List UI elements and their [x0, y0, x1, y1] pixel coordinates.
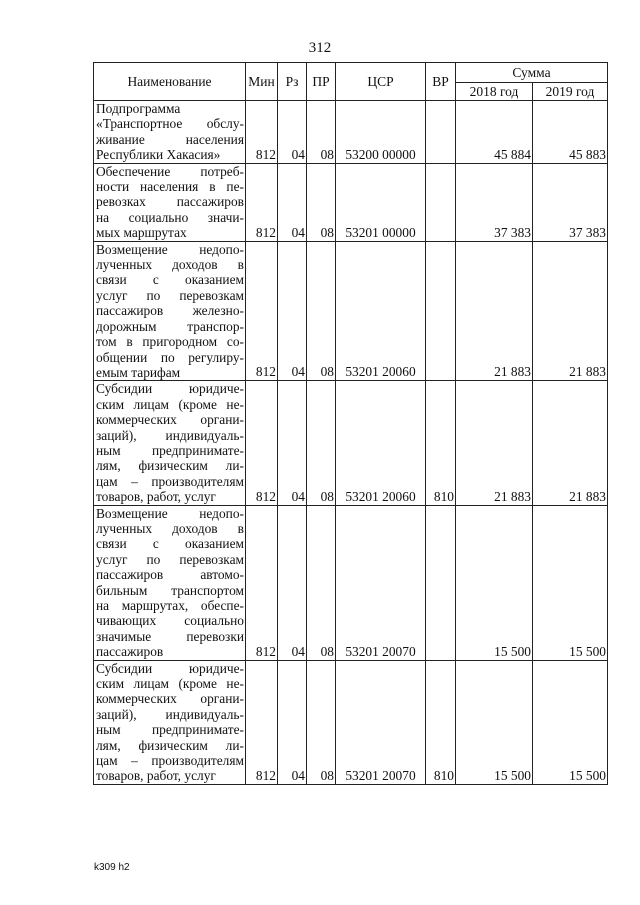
row-rz: 04: [278, 241, 307, 381]
row-csr: 53200 00000: [336, 101, 426, 164]
row-name-line: Возмещение недопо-: [96, 241, 244, 257]
row-name-line: товаров, работ, услуг: [96, 768, 216, 784]
row-pr: 08: [307, 163, 336, 241]
row-name-line: пассажиров железно-: [96, 303, 244, 319]
row-name: [94, 163, 246, 241]
row-name-line: Подпрограмма: [96, 101, 181, 116]
row-pr: 08: [307, 241, 336, 381]
row-sum-2018: 37 383: [456, 163, 533, 241]
header-min: Мин: [246, 63, 278, 101]
row-rz: 04: [278, 660, 307, 784]
row-name-line: заций), индивидуаль-: [96, 427, 244, 443]
header-year-2018: 2018 год: [456, 83, 533, 101]
row-name-line: на социально значи-: [96, 209, 244, 225]
row-min: 812: [246, 163, 278, 241]
table-body: [94, 101, 608, 785]
row-name-line: пассажиров: [96, 644, 164, 660]
header-csr: ЦСР: [336, 63, 426, 101]
row-name-line: Республики Хакасия»: [96, 147, 221, 163]
row-csr: 53201 00000: [336, 163, 426, 241]
row-csr: 53201 20070: [336, 660, 426, 784]
table-row: [94, 163, 608, 241]
row-name-line: Субсидии юридиче-: [96, 660, 244, 676]
header-vr: ВР: [426, 63, 456, 101]
row-sum-2019: 21 883: [533, 241, 608, 381]
header-name: Наименование: [94, 63, 246, 101]
table-row: [94, 660, 608, 784]
row-name-line: Обеспечение потреб-: [96, 163, 244, 179]
table-row: [94, 381, 608, 505]
row-name-line: цам – производителям: [96, 473, 244, 489]
row-vr: [426, 101, 456, 164]
header-year-2019: 2019 год: [533, 83, 608, 101]
row-name: [94, 241, 246, 381]
row-sum-2018: 21 883: [456, 381, 533, 505]
row-name-line: ским лицам (кроме не-: [96, 676, 244, 692]
row-name-line: общении по регулиру-: [96, 349, 244, 365]
row-name-line: товаров, работ, услуг: [96, 489, 216, 505]
row-name-line: коммерческих органи-: [96, 691, 244, 707]
row-name-line: «Транспортное обслу-: [96, 116, 244, 132]
row-name: [94, 381, 246, 505]
row-name-line: лученных доходов в: [96, 520, 244, 536]
row-name: [94, 660, 246, 784]
row-rz: 04: [278, 163, 307, 241]
footer-code: k309 h2: [94, 862, 130, 873]
table-row: [94, 505, 608, 660]
page-number: 312: [308, 40, 332, 56]
row-min: 812: [246, 381, 278, 505]
row-name-line: лям, физическим ли-: [96, 458, 244, 474]
row-name-line: ным предпринимате-: [96, 722, 244, 738]
row-name-line: лученных доходов в: [96, 257, 244, 273]
row-name: [94, 101, 246, 164]
row-name-line: цам – производителям: [96, 753, 244, 769]
row-csr: 53201 20060: [336, 381, 426, 505]
row-name-line: услуг по перевозкам: [96, 551, 244, 567]
row-vr: 810: [426, 660, 456, 784]
row-pr: 08: [307, 660, 336, 784]
row-min: 812: [246, 241, 278, 381]
row-name-line: чивающих социально: [96, 613, 244, 629]
row-name-line: том в пригородном со-: [96, 334, 244, 350]
row-name-line: коммерческих органи-: [96, 412, 244, 428]
row-sum-2019: 45 883: [533, 101, 608, 164]
row-name-line: ревозках пассажиров: [96, 194, 244, 210]
row-name-line: услуг по перевозкам: [96, 287, 244, 303]
table-row: [94, 101, 608, 164]
row-vr: 810: [426, 381, 456, 505]
row-sum-2019: 21 883: [533, 381, 608, 505]
row-name-line: ности населения в пе-: [96, 179, 244, 195]
row-sum-2018: 15 500: [456, 660, 533, 784]
row-vr: [426, 163, 456, 241]
row-pr: 08: [307, 381, 336, 505]
row-name-line: емым тарифам: [96, 364, 181, 380]
header-rz: Рз: [278, 63, 307, 101]
row-sum-2018: 15 500: [456, 505, 533, 660]
row-name-line: дорожным транспор-: [96, 318, 244, 334]
row-name-line: ским лицам (кроме не-: [96, 396, 244, 412]
row-sum-2018: 21 883: [456, 241, 533, 381]
row-pr: 08: [307, 101, 336, 164]
row-name-line: связи с оказанием: [96, 536, 244, 552]
row-min: 812: [246, 505, 278, 660]
row-name-line: заций), индивидуаль-: [96, 706, 244, 722]
row-rz: 04: [278, 381, 307, 505]
row-name: [94, 505, 246, 660]
row-name-line: ным предпринимате-: [96, 442, 244, 458]
row-name-line: на маршрутах, обеспе-: [96, 598, 244, 613]
row-name-line: мых маршрутах: [96, 225, 187, 241]
row-name-line: Субсидии юридиче-: [96, 381, 244, 397]
header-sum: Сумма: [456, 63, 608, 83]
row-sum-2018: 45 884: [456, 101, 533, 164]
row-rz: 04: [278, 101, 307, 164]
row-name-line: Возмещение недопо-: [96, 505, 244, 521]
row-csr: 53201 20060: [336, 241, 426, 381]
table-row: [94, 241, 608, 381]
row-name-line: связи с оказанием: [96, 272, 244, 288]
row-min: 812: [246, 660, 278, 784]
row-rz: 04: [278, 505, 307, 660]
row-pr: 08: [307, 505, 336, 660]
row-name-line: значимые перевозки: [96, 628, 244, 644]
row-sum-2019: 15 500: [533, 505, 608, 660]
row-sum-2019: 37 383: [533, 163, 608, 241]
row-name-line: пассажиров автомо-: [96, 567, 244, 583]
row-csr: 53201 20070: [336, 505, 426, 660]
row-vr: [426, 241, 456, 381]
row-min: 812: [246, 101, 278, 164]
row-name-line: бильным транспортом: [96, 582, 244, 598]
budget-table: [93, 62, 608, 785]
row-vr: [426, 505, 456, 660]
header-pr: ПР: [307, 63, 336, 101]
row-name-line: лям, физическим ли-: [96, 737, 244, 753]
row-name-line: живание населения: [96, 131, 244, 147]
row-sum-2019: 15 500: [533, 660, 608, 784]
